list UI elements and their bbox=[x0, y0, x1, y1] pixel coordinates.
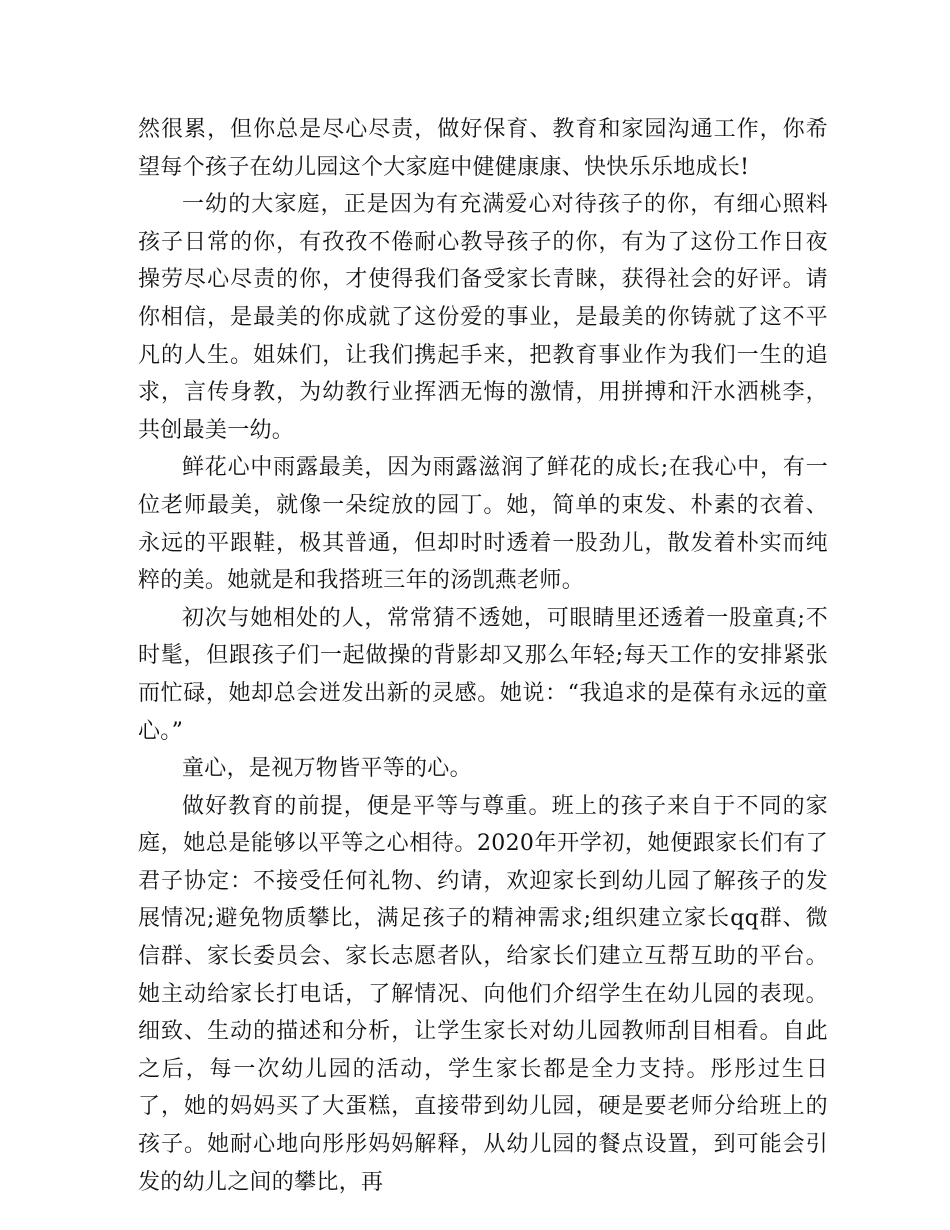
paragraph-6: 做好教育的前提，便是平等与尊重。班上的孩子来自于不同的家庭，她总是能够以平等之心相待。2020年开学初，她便跟家长们有了君子协定：不接受任何礼物、约请，欢迎家长到幼儿园了解孩子的发展情况;避免物质攀比，满足孩子的精神需求;组织建立家长qq群、微信群、家长委员会、家长志愿者队，给家长们建立互帮互助的平台。她主动给家长打电话，了解情况、向他们介绍学生在幼儿园的表现。细致、生动的描述和分析，让学生家长对幼儿园教师刮目相看。自此之后，每一次幼儿园的活动，学生家长都是全力支持。彤彤过生日了，她的妈妈买了大蛋糕，直接带到幼儿园，硬是要老师分给班上的孩子。她耐心地向彤彤妈妈解释，从幼儿园的餐点设置，到可能会引发的幼儿之间的攀比，再 bbox=[138, 793, 828, 1195]
paragraph-3: 鲜花心中雨露最美，因为雨露滋润了鲜花的成长;在我心中，有一位老师最美，就像一朵绽放的园丁。她，简单的束发、朴素的衣着、永远的平跟鞋，极其普通，但却时时透着一股劲儿，散发着朴实而纯粹的美。她就是和我搭班三年的汤凯燕老师。 bbox=[138, 455, 828, 594]
document-body bbox=[138, 111, 828, 1201]
paragraph-1: 然很累，但你总是尽心尽责，做好保育、教育和家园沟通工作，你希望每个孩子在幼儿园这个大家庭中健健康康、快快乐乐地成长! bbox=[138, 117, 828, 180]
paragraph-5: 童心，是视万物皆平等的心。 bbox=[182, 756, 472, 782]
paragraph-2: 一幼的大家庭，正是因为有充满爱心对待孩子的你，有细心照料孩子日常的你，有孜孜不倦耐心教导孩子的你，有为了这份工作日夜操劳尽心尽责的你，才使得我们备受家长青睐，获得社会的好评。请你相信，是最美的你成就了这份爱的事业，是最美的你铸就了这不平凡的人生。姐妹们，让我们携起手来，把教育事业作为我们一生的追求，言传身教，为幼教行业挥洒无悔的激情，用拼搏和汗水洒桃李，共创最美一幼。 bbox=[138, 192, 828, 443]
paragraph-4: 初次与她相处的人，常常猜不透她，可眼睛里还透着一股童真;不时髦，但跟孩子们一起做操的背影却又那么年轻;每天工作的安排紧张而忙碌，她却总会迸发出新的灵感。她说：“我追求的是葆有永远的童心。” bbox=[138, 605, 828, 744]
